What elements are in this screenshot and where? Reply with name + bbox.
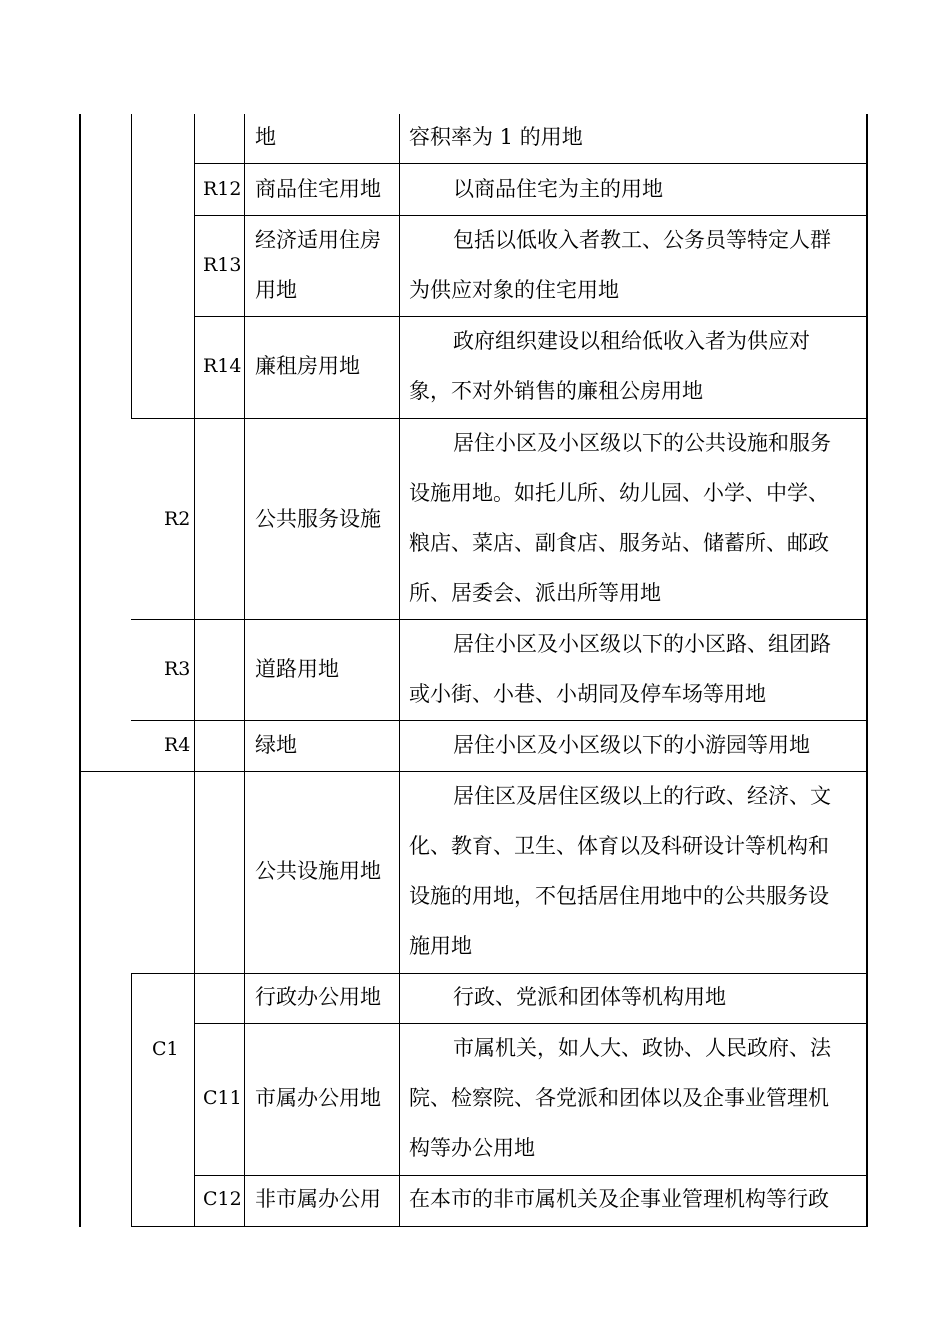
land-description: 容积率为 1 的用地 (409, 125, 583, 149)
land-code: C1 (152, 1038, 179, 1060)
table-border (131, 1226, 868, 1227)
land-name: 商品住宅用地 (255, 177, 381, 201)
land-description: 院、检察院、各党派和团体以及企事业管理机 (409, 1086, 829, 1110)
land-description: 包括以低收入者教工、公务员等特定人群 (453, 228, 831, 252)
land-description: 居住小区及小区级以下的公共设施和服务 (453, 431, 831, 455)
land-name: 公共服务设施 (255, 507, 381, 531)
land-description: 施用地 (409, 934, 472, 958)
land-description: 政府组织建设以租给低收入者为供应对 (453, 329, 810, 353)
land-description: 行政、党派和团体等机构用地 (453, 985, 726, 1009)
land-description: 以商品住宅为主的用地 (453, 177, 663, 201)
land-description: 或小街、小巷、小胡同及停车场等用地 (409, 682, 766, 706)
table-border (399, 114, 400, 1227)
land-description: 居住区及居住区级以上的行政、经济、文 (453, 784, 831, 808)
land-description: 居住小区及小区级以下的小游园等用地 (453, 733, 810, 757)
land-code: R3 (164, 658, 191, 680)
land-name: 经济适用住房 (255, 228, 381, 252)
table-border (131, 973, 132, 1227)
land-description: 设施的用地，不包括居住用地中的公共服务设 (409, 884, 829, 908)
land-code: R13 (203, 254, 242, 276)
land-code: C11 (203, 1087, 242, 1109)
land-name: 行政办公用地 (255, 985, 381, 1009)
land-description: 设施用地。如托儿所、幼儿园、小学、中学、 (409, 481, 829, 505)
land-name: 非市属办公用 (255, 1187, 381, 1211)
land-description: 为供应对象的住宅用地 (409, 278, 619, 302)
land-name: 绿地 (255, 733, 297, 757)
land-code: R12 (203, 178, 242, 200)
land-description: 化、教育、卫生、体育以及科研设计等机构和 (409, 834, 829, 858)
land-description: 粮店、菜店、副食店、服务站、储蓄所、邮政 (409, 531, 829, 555)
land-name: 公共设施用地 (255, 859, 381, 883)
land-name: 廉租房用地 (255, 354, 360, 378)
land-name: 道路用地 (255, 657, 339, 681)
table-border (131, 114, 132, 419)
table-border (866, 114, 868, 1227)
land-code: R14 (203, 355, 242, 377)
land-description: 市属机关，如人大、政协、人民政府、法 (453, 1036, 831, 1060)
land-description: 构等办公用地 (409, 1136, 535, 1160)
land-description: 居住小区及小区级以下的小区路、组团路 (453, 632, 831, 656)
land-name: 地 (255, 125, 276, 149)
land-code: R4 (164, 734, 191, 756)
land-description: 象，不对外销售的廉租公房用地 (409, 379, 703, 403)
land-code: R2 (164, 508, 191, 530)
table-border (79, 114, 81, 1227)
land-name: 市属办公用地 (255, 1086, 381, 1110)
land-description: 所、居委会、派出所等用地 (409, 581, 661, 605)
table-border (244, 114, 245, 1227)
land-description: 在本市的非市属机关及企事业管理机构等行政 (409, 1187, 829, 1211)
table-border (194, 114, 195, 1227)
land-code: C12 (203, 1188, 242, 1210)
land-name: 用地 (255, 278, 297, 302)
